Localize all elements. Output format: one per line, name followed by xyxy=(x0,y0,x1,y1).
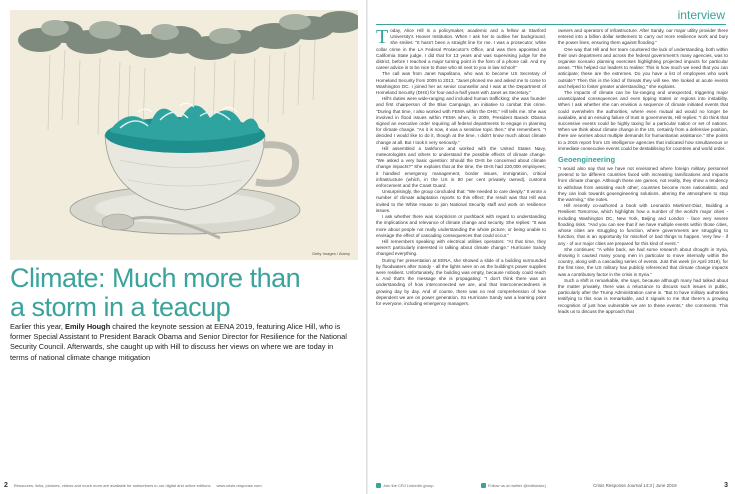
linkedin-link[interactable]: Join the CRJ LinkedIn group xyxy=(376,483,433,488)
col1-paragraph-8: During her presentation at EENA, she showed a slide of a building surrounded by floodwaters after Sandy - all the lights were on as the building's power supplies were resilient. Unfortunately, the building was empty, because nobody could reach it. And that's the message she is propagating: "I don't think there was an understanding of how interconnected we are, and that interconnectedness is growing day by day. And of course, there was no real comprehension of how dependent we are on power generation. So Hurricane Sandy was a learning point for everyone, including emergency managers, xyxy=(376,257,546,306)
col1-paragraph-1: Today, Alice Hill is a policymaker, academic and a fellow at Stanford University's Hoover Institution. When I ask her to outline her background, she smiles: "It hasn't been a straight line for me. I was a prosecutor, white collar crime in the LA Federal Prosecutor's Office, and was then appointed as California State judge. I did that for 13 years and was supervising judge for the district, before I reached a major turning point in the form of a phone call. And my career advice is to be nice to those who sit next to you in law school!" xyxy=(376,26,546,71)
col1-paragraph-3: Hill's duties were wide-ranging and included human trafficking; she was founder and first chairperson of the Blue Campaign, an initiative to combat this crime. "During that time, I also worked with FEMA within the DHS," Hill tells me. She was involved in flood issues within FEMA when, in 2009, President Barack Obama signed an executive order requiring all federal departments to engage in planning for climate change. "As it is now, it was a sensitive topic then," she remembers. "I decided I would like to do it, though at the time, I didn't know much about climate change at all. But I took it very seriously." xyxy=(376,96,546,145)
intro-paragraph xyxy=(10,322,350,363)
article-column-2 xyxy=(558,28,728,315)
col2-paragraph-1: owners and operators of infrastructure. After Sandy, our major utility provider there entered into a billion dollar settlement to carry out more resilience work and bury the power lines, ensuring them against flooding." xyxy=(558,28,728,46)
col2-paragraph-5: Hill recently co-authored a book with Leonardo Martinez-Diaz, Building a Resilient Tomorrow, which highlights how a number of the world's major cities - including Washington DC, New York, Beijing and London - face very severe flooding risks. "And you can see that if we have multiple events within those cities, whose cities are struggling to function, where governments are struggling to function, that is an opportunity for mischief or bad things to happen. Very few - if any - of our major cities are prepared for this kind of event." xyxy=(558,203,728,246)
left-footer xyxy=(4,482,362,489)
col1-paragraph-5: Unsurprisingly, the group concluded that: "We needed to care deeply." It wrote a number of climate adaptation reports to this effect; the result was that Hill was invited to the White House to join National Security staff and work on resilience issues. xyxy=(376,189,546,213)
footer-note: Resources, links, pictures, videos and much more are available for subscribers in our digital and online editions xyxy=(13,483,211,488)
intro-author-name: Emily Hough xyxy=(65,322,111,331)
section-tag: interview xyxy=(677,8,725,22)
col1-paragraph-6: I ask whether there was scepticism or pushback with regard to understanding the implications and relevance of climate change and security. She replies: "It was more about people not really understanding the whole picture, or being unable to envisage the effect of cascading consequences that could occur." xyxy=(376,214,546,238)
headline-line-2: a storm in a teacup xyxy=(10,292,231,322)
publication-info: Crisis Response Journal 14:3 | June 2019 xyxy=(593,483,677,488)
col2-paragraph-2: One way that Hill and her team countered the lack of understanding, both within their own department and across the federal government's many agencies, was to organise scenario planning exercises highlighting projected impacts for particular areas. "This helped our leaders to realise: This is how much we need that you can anticipate; these are the extremes. Do you have a list of employees who work outside? Then this is the kind of threats they will see. We looked at acute events and helped to foster greater understanding," she explains. xyxy=(558,46,728,89)
headline-line-1: Climate: Much more than xyxy=(10,263,301,293)
left-page-number: 2 xyxy=(4,482,8,489)
twitter-link[interactable]: Follow us on twitter @editorialcrj xyxy=(481,483,546,488)
col2-paragraph-4: "I would also say that we have not envisioned where foreign military personnel pretend to be different countries faced with increasing ramifications and impacts from climate change. Although these are games, not reality, they show a tendency to withdraw from assisting each other; countries become more nationalistic, and they can look towards geoengineering solutions, altering the atmosphere to stop the warming," she notes. xyxy=(558,166,728,203)
col2-paragraph-3: The impacts of climate can be far-ranging and unexpected, triggering major unanticipated consequences and even tipping states or regions into instability. When I ask whether she can envision a sequence of climate initiated events that could overwhelm the authorities, where even mutual aid would no longer be available, and an ensuing failure of trust in governments, Hill replies: "I do think that successive events could be highly taxing for a particular nation or set of nations. When we think about climate change in the US, certainly from a defensive position, there are worries about multiple demands for humanitarian assistance." She points to a 2016 report from US intelligence agencies that indicated how simultaneous or immediate consecutive events could be destabilising for countries and world order. xyxy=(558,90,728,151)
right-page xyxy=(368,0,735,494)
intro-after: chaired the keynote session at EENA 2019, featuring Alice Hill, who is former Special Assistant to President Barack Obama and Senior Director for Resilience for the National Security Council. Afterwards, she caught up with Hill to discuss her views on where we are today in terms of national climate change mitigation xyxy=(10,322,347,362)
drop-cap: T xyxy=(376,26,389,48)
twitter-icon xyxy=(481,483,486,488)
col1-paragraph-7: Hill remembers speaking with electrical utilities operators: "At that time, they weren't particularly interested in talking about climate change." Hurricane Sandy changed everything. xyxy=(376,238,546,257)
linkedin-icon xyxy=(376,483,381,488)
col2-paragraph-6: She continues: "A while back, we had some research about drought in Syria, showing it caused many young men in particular to move internally within the country, along with a cascading series of events. Just this week (in April 2019), for the first time, the US military has publicly referenced that climate change impacts was a contributory factor in the crisis in Syria." xyxy=(558,246,728,277)
col1-paragraph-2: The call was from Janet Napolitano, who was to become US Secretary of Homeland Security from 2009 to 2013, "Janet phoned me and asked me to come to Washington DC. I joined her as senior counsellor and I was at the Department of Homeland Security (DHS) for four-and-a-half years with Janet as Secretary." xyxy=(376,71,546,96)
illustration-credit: Getty Images / Alamy xyxy=(311,251,350,256)
storm-teacup-illustration xyxy=(10,10,358,260)
illustration-svg xyxy=(10,10,358,260)
col1-paragraph-4: Hill assembled a taskforce and worked with the United States Navy, meteorologists and others to understand the possible effects of climate change. "We asked a very basic question: Should the DHS be concerned about climate change impacts?" She explains that at the time, the DHS had 220,000 employees; it handled emergency management, border issues, immigration, critical infrastructure (which, in the US is 90 per cent privately owned), customs enforcement and the Coast Guard. xyxy=(376,145,546,189)
intro-before: Earlier this year, xyxy=(10,322,66,331)
right-footer xyxy=(376,482,728,489)
col2-paragraph-7: Such a shift is remarkable, she says, because although many had talked about the matter privately, there was a reluctance to discuss such issues in public, particularly after the Trump Administration came in. "But to have military authorities testifying to this now is remarkable, and it signals to me that there's a growing recognition of just how vulnerable we are to these events," she comments. This leads us to discuss the approach that xyxy=(558,277,728,314)
subhead-geoengineering: Geoengineering xyxy=(558,155,616,165)
right-page-number: 3 xyxy=(724,482,728,489)
footer-url[interactable]: www.crisis-response.com xyxy=(216,483,262,488)
article-column-1 xyxy=(376,28,546,307)
article-headline xyxy=(10,264,360,322)
left-page xyxy=(0,0,366,494)
section-rule xyxy=(376,24,726,25)
